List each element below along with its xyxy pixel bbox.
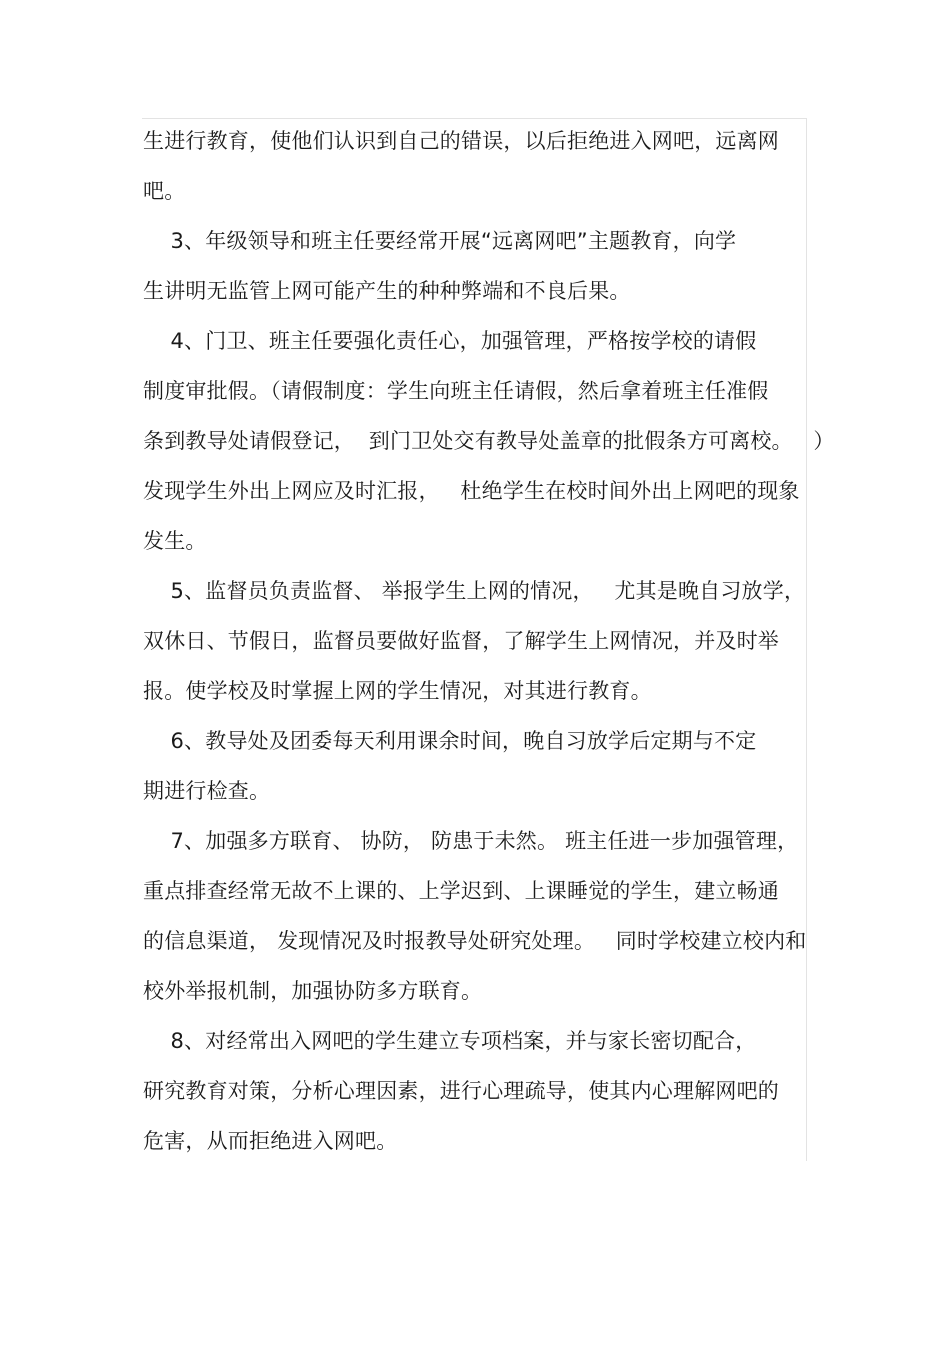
text-line: 4、门卫、班主任要强化责任心，加强管理，严格按学校的请假	[143, 329, 757, 353]
text-line: 6、教导处及团委每天利用课余时间，晚自习放学后定期与不定	[143, 729, 757, 753]
text-line: 生进行教育，使他们认识到自己的错误，以后拒绝进入网吧，远离网	[143, 129, 779, 153]
text-line: 生讲明无监管上网可能产生的种种弊端和不良后果。	[143, 279, 631, 303]
text-line: 期进行检查。	[143, 779, 271, 803]
text-line: 条到教导处请假登记， 到门卫处交有教导处盖章的批假条方可离校。 ）	[143, 429, 835, 453]
text-line: 校外举报机制，加强协防多方联育。	[143, 979, 483, 1003]
text-line: 发生。	[143, 529, 207, 553]
text-line: 双休日、节假日，监督员要做好监督，了解学生上网情况，并及时举	[143, 629, 779, 653]
text-line: 5、监督员负责监督、 举报学生上网的情况， 尤其是晚自习放学，	[143, 579, 806, 603]
text-line: 报。使学校及时掌握上网的学生情况，对其进行教育。	[143, 679, 652, 703]
text-line: 重点排查经常无故不上课的、上学迟到、上课睡觉的学生，建立畅通	[143, 879, 779, 903]
text-line: 吧。	[143, 179, 186, 203]
text-line: 7、加强多方联育、 协防， 防患于未然。 班主任进一步加强管理，	[143, 829, 799, 853]
text-line: 3、年级领导和班主任要经常开展“远离网吧”主题教育，向学	[143, 229, 737, 253]
text-line: 发现学生外出上网应及时汇报， 杜绝学生在校时间外出上网吧的现象	[143, 479, 800, 503]
document-body	[143, 116, 835, 1166]
text-line: 制度审批假。（请假制度：学生向班主任请假，然后拿着班主任准假	[143, 379, 769, 403]
text-line: 研究教育对策，分析心理因素，进行心理疏导，使其内心理解网吧的	[143, 1079, 779, 1103]
text-line: 的信息渠道， 发现情况及时报教导处研究处理。 同时学校建立校内和	[143, 929, 807, 953]
text-line: 8、对经常出入网吧的学生建立专项档案，并与家长密切配合，	[143, 1029, 757, 1053]
text-line: 危害，从而拒绝进入网吧。	[143, 1129, 398, 1153]
